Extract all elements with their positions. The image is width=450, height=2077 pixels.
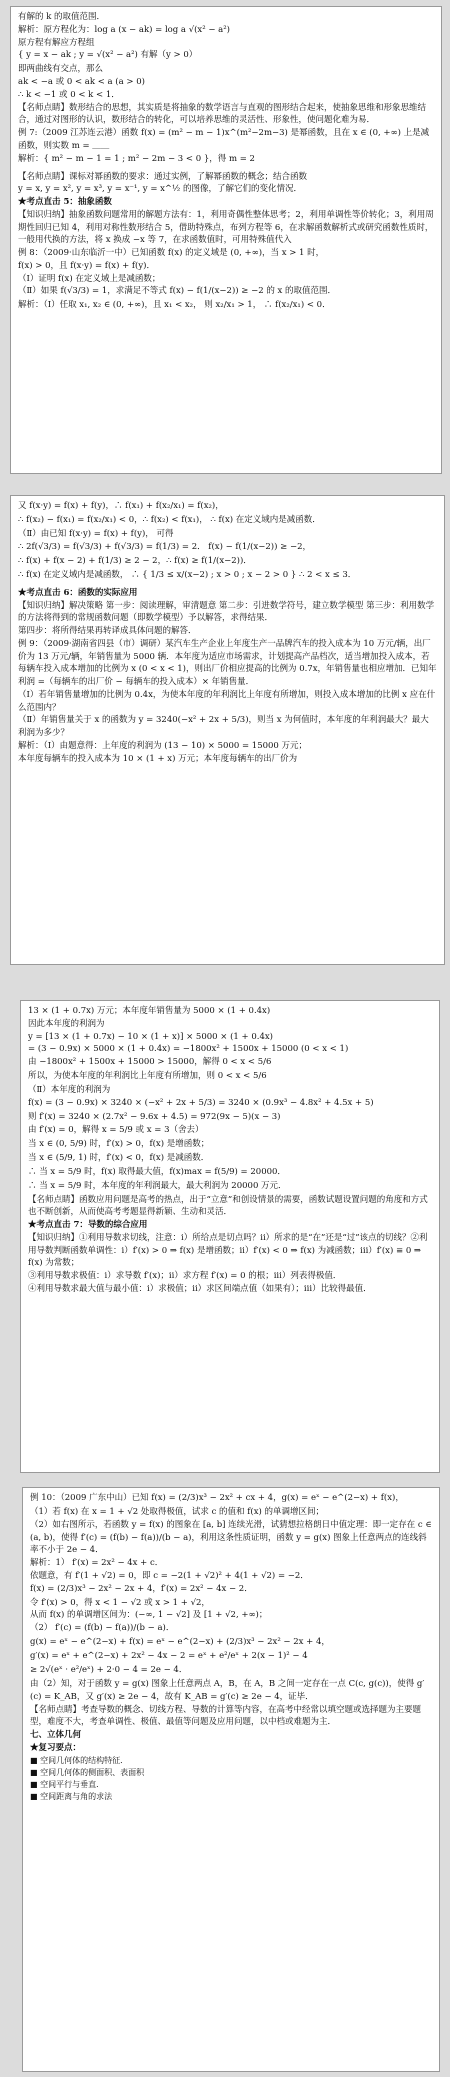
text-line: ③利用导数求极值：i）求导数 f′(x)；ii）求方程 f′(x) = 0 的根；iii）列表得极值．: [28, 1271, 342, 1281]
text-line: 有解的 k 的取值范围．: [18, 12, 106, 22]
text-line: （Ⅰ）证明 f(x) 在定义域上是减函数；: [18, 273, 161, 284]
question-2: （2）如右图所示，若函数 y = f(x) 的图象在 [a, b] 连续光滑，试猜想拉格朗日中值定理：即一定存在 c ∈ (a, b)，使得 f′(c) = (f(b) − f(a))/(b − a)，利用这条性质证明，函数 y = g(x) 图象上任意两点的连线斜率不小于 2e − 4．: [30, 1519, 432, 1556]
text-line: ∴ k < −1 或 0 < k < 1．: [18, 89, 120, 100]
text-line: ∴ f(x₂) − f(x₁) = f(x₂/x₁) < 0，∴ f(x₂) < f(x₁)， ∴ f(x) 在定义域内是减函数．: [18, 515, 321, 525]
text-line: 第四步：将所得结果再转译成具体问题的解答．: [18, 626, 197, 636]
solution-panel-2: [10, 495, 445, 965]
text-line: 解析：1） f′(x) = 2x² − 4x + c．: [30, 1558, 164, 1568]
text-line: g(x) = eˣ − e^(2−x) + f(x) = eˣ − e^(2−x) + (2/3)x³ − 2x² − 2x + 4，: [30, 1637, 330, 1647]
tip-paragraph: 【名师点睛】课标对幂函数的要求：通过实例，了解幂函数的概念；结合函数: [18, 171, 308, 182]
text-line: f(x) = (2/3)x³ − 2x² − 2x + 4，f′(x) = 2x² − 4x − 2．: [30, 1583, 253, 1594]
text-line: f(x) > 0，且 f(x·y) = f(x) + f(y)．: [18, 260, 155, 271]
text-line: 解析：（Ⅰ）由题意得：上年度的利润为 (13 − 10) × 5000 = 15000 万元；: [18, 740, 308, 751]
text-line: y = x, y = x², y = x³, y = x⁻¹, y = x^½ 的图像，了解它们的变化情况．: [18, 184, 302, 195]
section-heading: ★考点直击 7：导数的综合应用: [28, 1220, 148, 1230]
equation-system: 解析：{ m² − m − 1 = 1 ; m² − 2m − 3 < 0 }，得 m = 2: [18, 153, 255, 164]
text-line: y = [13 × (1 + 0.7x) − 10 × (1 + x)] × 5000 × (1 + 0.4x): [28, 1031, 273, 1042]
example-10: 例 10：（2009 广东中山）已知 f(x) = (2/3)x³ − 2x² + cx + 4，g(x) = eˣ − e^(2−x) + f(x)，: [30, 1493, 404, 1503]
list-item: ■ 空间平行与垂直．: [30, 1779, 105, 1789]
text-line: ∴ 当 x = 5/9 时，本年度的年利润最大，最大利润为 20000 万元．: [28, 1180, 287, 1191]
knowledge-paragraph: 【知识归纳】抽象函数问题常用的解题方法有：1，利用奇偶性整体思考；2，利用单调性等价转化；3，利用周期性回归已知 4，利用对称性数形结合 5，借助特殊点，布列方程等 6，在求解函数解析式或研究函数性质时，一般用代换的方法，将 x 换成 −x 等 7，在求函数值时，可用特殊值代入: [18, 209, 434, 246]
text-line: 由 f′(x) = 0，解得 x = 5/9 或 x = 3（舍去）: [28, 1124, 204, 1135]
question-2: （Ⅱ）年销售量关于 x 的函数为 y = 3240(−x² + 2x + 5/3)，则当 x 为何值时，本年度的年利润最大？最大利润为多少？: [18, 715, 429, 738]
section-heading: ★复习要点：: [30, 1742, 82, 1753]
text-line: ∴ 2f(√3/3) = f(√3/3) + f(√3/3) = f(1/3) = 2． f(x) − f(1/(x−2)) ≥ −2，: [18, 541, 311, 552]
text-line: ≥ 2√(eˣ · e²/eˣ) + 2·0 − 4 = 2e − 4．: [30, 1665, 188, 1675]
text-line: 当 x ∈ (0, 5/9) 时，f′(x) > 0，f(x) 是增函数；: [28, 1138, 210, 1149]
list-item: ■ 空间几何体的侧面积、表面积: [30, 1767, 145, 1777]
question-1: （Ⅰ）若年销售量增加的比例为 0.4x，为使本年度的年利润比上年度有所增加，则投入成本增加的比例 x 应在什么范围内？: [18, 689, 436, 713]
text-line: 依题意，有 f′(1 + √2) = 0，即 c = −2(1 + √2)² + 4(1 + √2) = −2．: [30, 1570, 309, 1581]
text-line: 解析：（Ⅰ）任取 x₁, x₂ ∈ (0, +∞)，且 x₁ < x₂， 则 x₂/x₁ > 1， ∴ f(x₂/x₁) < 0．: [18, 300, 331, 311]
question-1: （1）若 f(x) 在 x = 1 + √2 处取得极值，试求 c 的值和 f(x) 的单调增区间；: [30, 1507, 325, 1517]
example-8: 例 8：（2009·山东临沂一中）已知函数 f(x) 的定义域是 (0, +∞)，当 x > 1 时，: [18, 248, 325, 258]
text-line: f(x) = (3 − 0.9x) × 3240 × (−x² + 2x + 5/3) = 3240 × (0.9x³ − 4.8x² + 4.5x + 5): [28, 1097, 374, 1108]
equation-system: { y = x − ak ; y = √(x² − a²) 有解（y > 0）: [18, 50, 198, 61]
text-line: 解析：原方程化为：log a (x − ak) = log a √(x² − a²): [18, 24, 230, 35]
chapter-heading: 七、立体几何: [30, 1730, 82, 1740]
text-line: 即两曲线有交点，那么: [18, 64, 104, 75]
text-line: 由 −1800x² + 1500x + 15000 > 15000，解得 0 < x < 5/6: [28, 1057, 272, 1067]
tip-paragraph: 【名师点睛】考查导数的概念、切线方程、导数的计算等内容，在高考中经常以填空题或选择题为主要题型，难度不大，考查单调性、极值、最值等问题及应用问题，以中档或难题为主．: [30, 1704, 422, 1728]
text-line: ak < −a 或 0 < ak < a (a > 0): [18, 77, 145, 87]
knowledge-paragraph: 【知识归纳】解决策略 第一步：阅读理解，审清题意 第二步：引进数学符号，建立数学模型 第三步：利用数学的方法将得到的常规函数问题（即数学模型）予以解答，求得结果．: [18, 600, 435, 624]
text-line: ④利用导数求最大值与最小值：i）求极值；ii）求区间端点值（如果有）；iii）比较得最值．: [28, 1283, 372, 1294]
text-line: 从而 f(x) 的单调增区间为：(−∞, 1 − √2] 及 [1 + √2, +∞)；: [30, 1610, 268, 1621]
text-line: 13 × (1 + 0.7x) 万元；本年度年销售量为 5000 × (1 + 0.4x): [28, 1006, 271, 1016]
text-line: 当 x ∈ (5/9, 1) 时，f′(x) < 0，f(x) 是减函数．: [28, 1152, 210, 1163]
text-line: = (3 − 0.9x) × 5000 × (1 + 0.4x) = −1800x² + 1500x + 15000 (0 < x < 1): [28, 1044, 349, 1055]
section-heading: ★考点直击 5：抽象函数: [18, 197, 112, 207]
text-line: 原方程有解应方程组: [18, 37, 95, 48]
solution-panel-1: [10, 6, 442, 474]
text-line: 本年度每辆车的投入成本为 10 × (1 + x) 万元；本年度每辆车的出厂价为: [18, 753, 298, 764]
text-line: 所以，为使本年度的年利润比上年度有所增加，则 0 < x < 5/6: [28, 1071, 267, 1081]
text-line: （Ⅱ）如果 f(√3/3) = 1，求满足不等式 f(x) − f(1/(x−2)) ≥ −2 的 x 的取值范围．: [18, 286, 337, 297]
knowledge-paragraph: 【知识归纳】①利用导数求切线，注意：i）所给点是切点吗？ii）所求的是“在”还是“过”该点的切线？②利用导数判断函数单调性：i）f′(x) > 0 ⇒ f(x) 是增函数；ii）f′(x) < 0 ⇒ f(x) 为减函数；iii）f′(x) ≡ 0 ⇒ f(x) 为常数；: [28, 1232, 428, 1269]
list-item: ■ 空间几何体的结构特征．: [30, 1755, 129, 1765]
proof-paragraph: 由（2）知，对于函数 y = g(x) 图象上任意两点 A，B，在 A，B 之间一定存在一点 C(c, g(c))，使得 g′(c) = K_AB，又 g′(x) ≥ 2e − 4，故有 K_AB = g′(c) ≥ 2e − 4，证毕．: [30, 1679, 425, 1702]
tip-paragraph: 【名师点睛】函数应用问题是高考的热点，出于“立意”和创设情景的需要，函数试题设置问题的角度和方式也不断创新，从而使高考考题显得新颖、生动和灵活．: [28, 1194, 428, 1218]
example-9: 例 9：（2009·湖南省四县（市）调研）某汽车生产企业上年度生产一品牌汽车的投入成本为 10 万元/辆，出厂价为 13 万元/辆，年销售量为 5000 辆．本年度为适应市场需求，计划提高产品档次，适当增加投入成本，若每辆车投入成本增加的比例为 x (0 < x < 1)，则出厂价相应提高的比例为 0.7x，年销售量也相应增加．已知年利润 =（每辆车的出厂价 − 每辆车的投入成本）× 年销售量．: [18, 638, 437, 687]
text-line: 则 f′(x) = 3240 × (2.7x² − 9.6x + 4.5) = 972(9x − 5)(x − 3): [28, 1111, 281, 1122]
section-heading: ★考点直击 6：函数的实际应用: [18, 587, 138, 598]
text-line: （Ⅱ）由已知 f(x·y) = f(x) + f(y)， 可得: [18, 529, 174, 539]
equation-system: ∴ f(x) 在定义域内是减函数， ∴ { 1/3 ≤ x/(x−2) ; x > 0 ; x − 2 > 0 } ∴ 2 < x ≤ 3．: [18, 569, 357, 580]
text-line: 因此本年度的利润为: [28, 1018, 105, 1029]
text-line: 又 f(x·y) = f(x) + f(y)，∴ f(x₁) + f(x₂/x₁) = f(x₂)，: [18, 501, 224, 511]
solution-panel-3: [20, 1000, 440, 1473]
solution-panel-4: [22, 1487, 440, 2072]
tip-paragraph: 【名师点睛】数形结合的思想，其实质是将抽象的数学语言与直观的图形结合起来，使抽象思维和形象思维结合，通过对图形的认识，数形结合的转化，可以培养思维的灵活性、形象性，使问题化难为易．: [18, 102, 427, 126]
text-line: g′(x) = eˣ + e^(2−x) + 2x² − 4x − 2 = eˣ + e²/eˣ + 2(x − 1)² − 4: [30, 1651, 308, 1661]
text-line: （Ⅱ）本年度的利润为: [28, 1085, 111, 1095]
text-line: 令 f′(x) > 0，得 x < 1 − √2 或 x > 1 + √2，: [30, 1597, 210, 1608]
list-item: ■ 空间距离与角的求法: [30, 1791, 113, 1801]
text-line: ∴ f(x) + f(x − 2) + f(1/3) ≥ 2 − 2，∴ f(x) ≥ f(1/(x−2))．: [18, 555, 252, 566]
text-line: ∴ 当 x = 5/9 时，f(x) 取得最大值，f(x)max = f(5/9) = 20000．: [28, 1166, 286, 1177]
example-7: 例 7:（2009 江苏连云港）函数 f(x) = (m² − m − 1)x^(m²−2m−3) 是幂函数，且在 x ∈ (0, +∞) 上是减函数，则实数 m = ＿＿: [18, 128, 430, 151]
text-line: （2） f′(c) = (f(b) − f(a))/(b − a)．: [30, 1623, 175, 1633]
